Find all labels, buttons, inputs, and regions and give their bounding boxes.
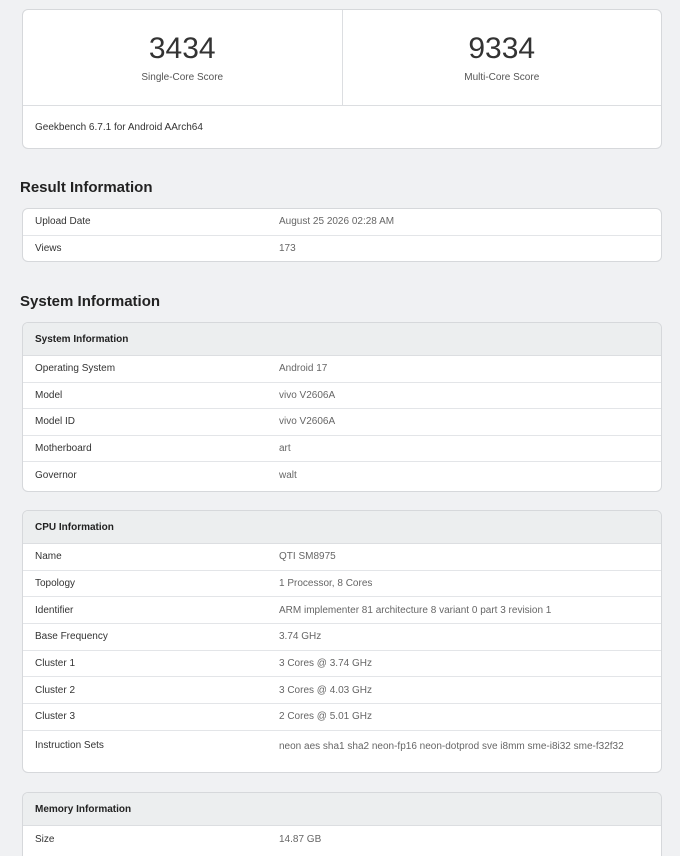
table-row (23, 544, 661, 571)
system-information-header: System Information (23, 323, 661, 356)
system-information-title: System Information (20, 293, 161, 310)
row-value: vivo V2606A (279, 389, 336, 401)
row-value: 14.87 GB (279, 833, 322, 845)
row-value: ARM implementer 81 architecture 8 variant 0 part 3 revision 1 (279, 604, 552, 616)
row-label: Cluster 3 (35, 711, 76, 723)
row-label: Name (35, 551, 62, 563)
table-row (23, 462, 661, 489)
system-information-card (22, 322, 662, 492)
table-row (23, 677, 661, 704)
row-label: Identifier (35, 604, 74, 616)
result-information-title: Result Information (20, 179, 153, 196)
row-value: 3.74 GHz (279, 631, 322, 643)
single-core-score-label: Single-Core Score (141, 72, 224, 83)
row-label: Base Frequency (35, 631, 108, 643)
row-label: Governor (35, 470, 77, 482)
row-label: Motherboard (35, 443, 92, 455)
row-value: walt (279, 470, 297, 482)
row-value: neon aes sha1 sha2 neon-fp16 neon-dotprod sve i8mm sme-i8i32 sme-f32f32 (279, 740, 624, 752)
row-label: Model (35, 389, 63, 401)
table-row (23, 651, 661, 678)
row-value: art (279, 443, 291, 455)
multi-core-score-box (342, 10, 662, 105)
row-label: Cluster 1 (35, 658, 76, 670)
single-core-score: 3434 (148, 32, 216, 65)
benchmark-version: Geekbench 6.7.1 for Android AArch64 (35, 122, 203, 133)
row-label: Operating System (35, 363, 116, 375)
table-row (23, 356, 661, 383)
multi-core-score: 9334 (468, 32, 536, 65)
table-row (23, 597, 661, 624)
table-row (23, 436, 661, 463)
row-label: Topology (35, 578, 76, 590)
table-row (23, 731, 661, 773)
row-value: vivo V2606A (279, 416, 336, 428)
row-value: QTI SM8975 (279, 551, 336, 563)
table-row (23, 571, 661, 598)
row-label: Model ID (35, 416, 76, 428)
cpu-information-header: CPU Information (23, 511, 661, 544)
row-label: Views (35, 243, 62, 255)
row-value: 2 Cores @ 5.01 GHz (279, 711, 372, 723)
row-value: 3 Cores @ 4.03 GHz (279, 684, 372, 696)
score-card (22, 9, 662, 149)
scores-row (23, 10, 661, 106)
table-row (23, 209, 661, 236)
single-core-score-box (23, 10, 342, 105)
row-value: 173 (279, 243, 296, 255)
memory-information-card (22, 792, 662, 856)
cpu-information-card (22, 510, 662, 773)
table-row (23, 236, 661, 263)
table-row (23, 624, 661, 651)
row-label: Instruction Sets (35, 739, 104, 751)
memory-information-header: Memory Information (23, 793, 661, 826)
row-value: 1 Processor, 8 Cores (279, 578, 373, 590)
table-row (23, 704, 661, 731)
row-label: Upload Date (35, 216, 91, 228)
row-label: Cluster 2 (35, 684, 76, 696)
table-row (23, 383, 661, 410)
row-value: 3 Cores @ 3.74 GHz (279, 658, 372, 670)
row-value: August 25 2026 02:28 AM (279, 216, 395, 228)
result-information-card (22, 208, 662, 262)
table-row (23, 826, 661, 853)
multi-core-score-label: Multi-Core Score (464, 72, 540, 83)
row-value: Android 17 (279, 363, 328, 375)
row-label: Size (35, 833, 55, 845)
table-row (23, 409, 661, 436)
